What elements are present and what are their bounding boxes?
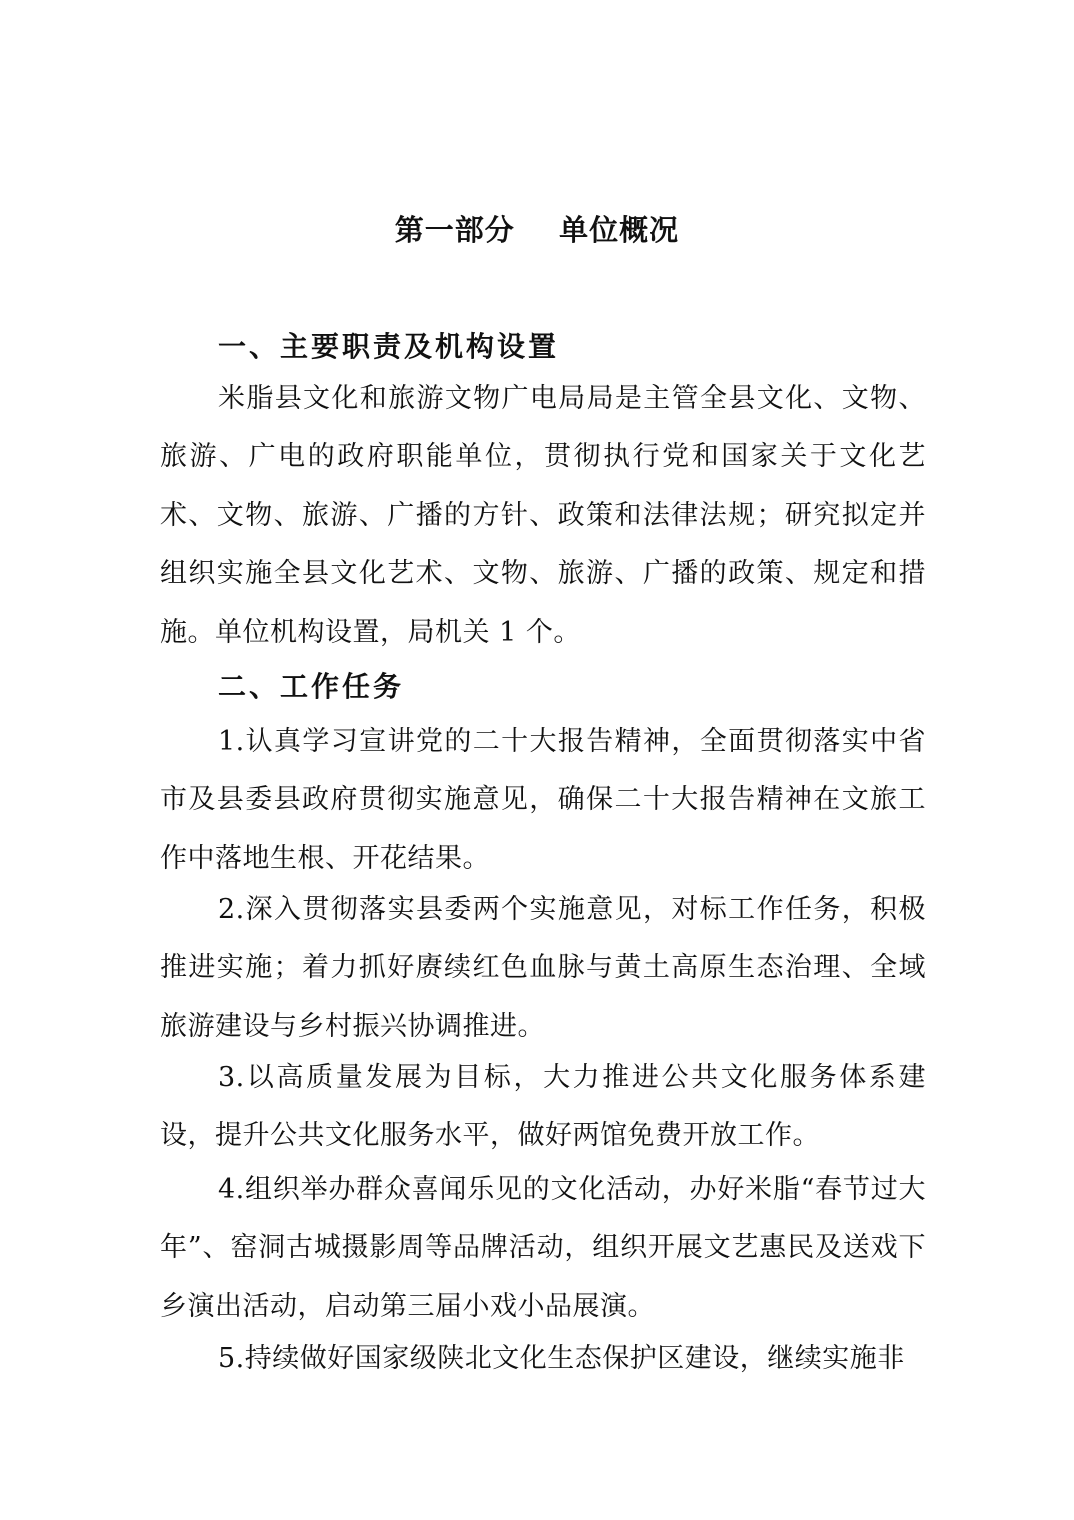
paragraph-duties: 米脂县文化和旅游文物广电局局是主管全县文化、文物、旅游、广电的政府职能单位，贯彻执行党和国家关于文化艺术、文物、旅游、广播的方针、政策和法律法规；研究拟定并组织实施全县文化艺术、文物、旅游、广播的政策、规定和措施。单位机构设置，局机关 1 个。 [160, 383, 926, 648]
section-heading-tasks: 二、工作任务 [218, 670, 405, 703]
task-item-3: 3.以高质量发展为目标，大力推进公共文化服务体系建设，提升公共文化服务水平，做好两馆免费开放工作。 [160, 1062, 926, 1152]
page-title: 第一部分 单位概况 [394, 213, 680, 247]
section-heading-duties: 一、主要职责及机构设置 [218, 330, 560, 363]
task-item-1: 1.认真学习宣讲党的二十大报告精神，全面贯彻落实中省市及县委县政府贯彻实施意见，确保二十大报告精神在文旅工作中落地生根、开花结果。 [160, 726, 926, 874]
task-item-2: 2.深入贯彻落实县委两个实施意见，对标工作任务，积极推进实施；着力抓好赓续红色血脉与黄土高原生态治理、全域旅游建设与乡村振兴协调推进。 [160, 894, 926, 1042]
task-item-4: 4.组织举办群众喜闻乐见的文化活动，办好米脂“春节过大年”、窑洞古城摄影周等品牌活动，组织开展文艺惠民及送戏下乡演出活动，启动第三届小戏小品展演。 [160, 1174, 926, 1322]
task-item-5: 5.持续做好国家级陕北文化生态保护区建设，继续实施非 [218, 1343, 905, 1374]
